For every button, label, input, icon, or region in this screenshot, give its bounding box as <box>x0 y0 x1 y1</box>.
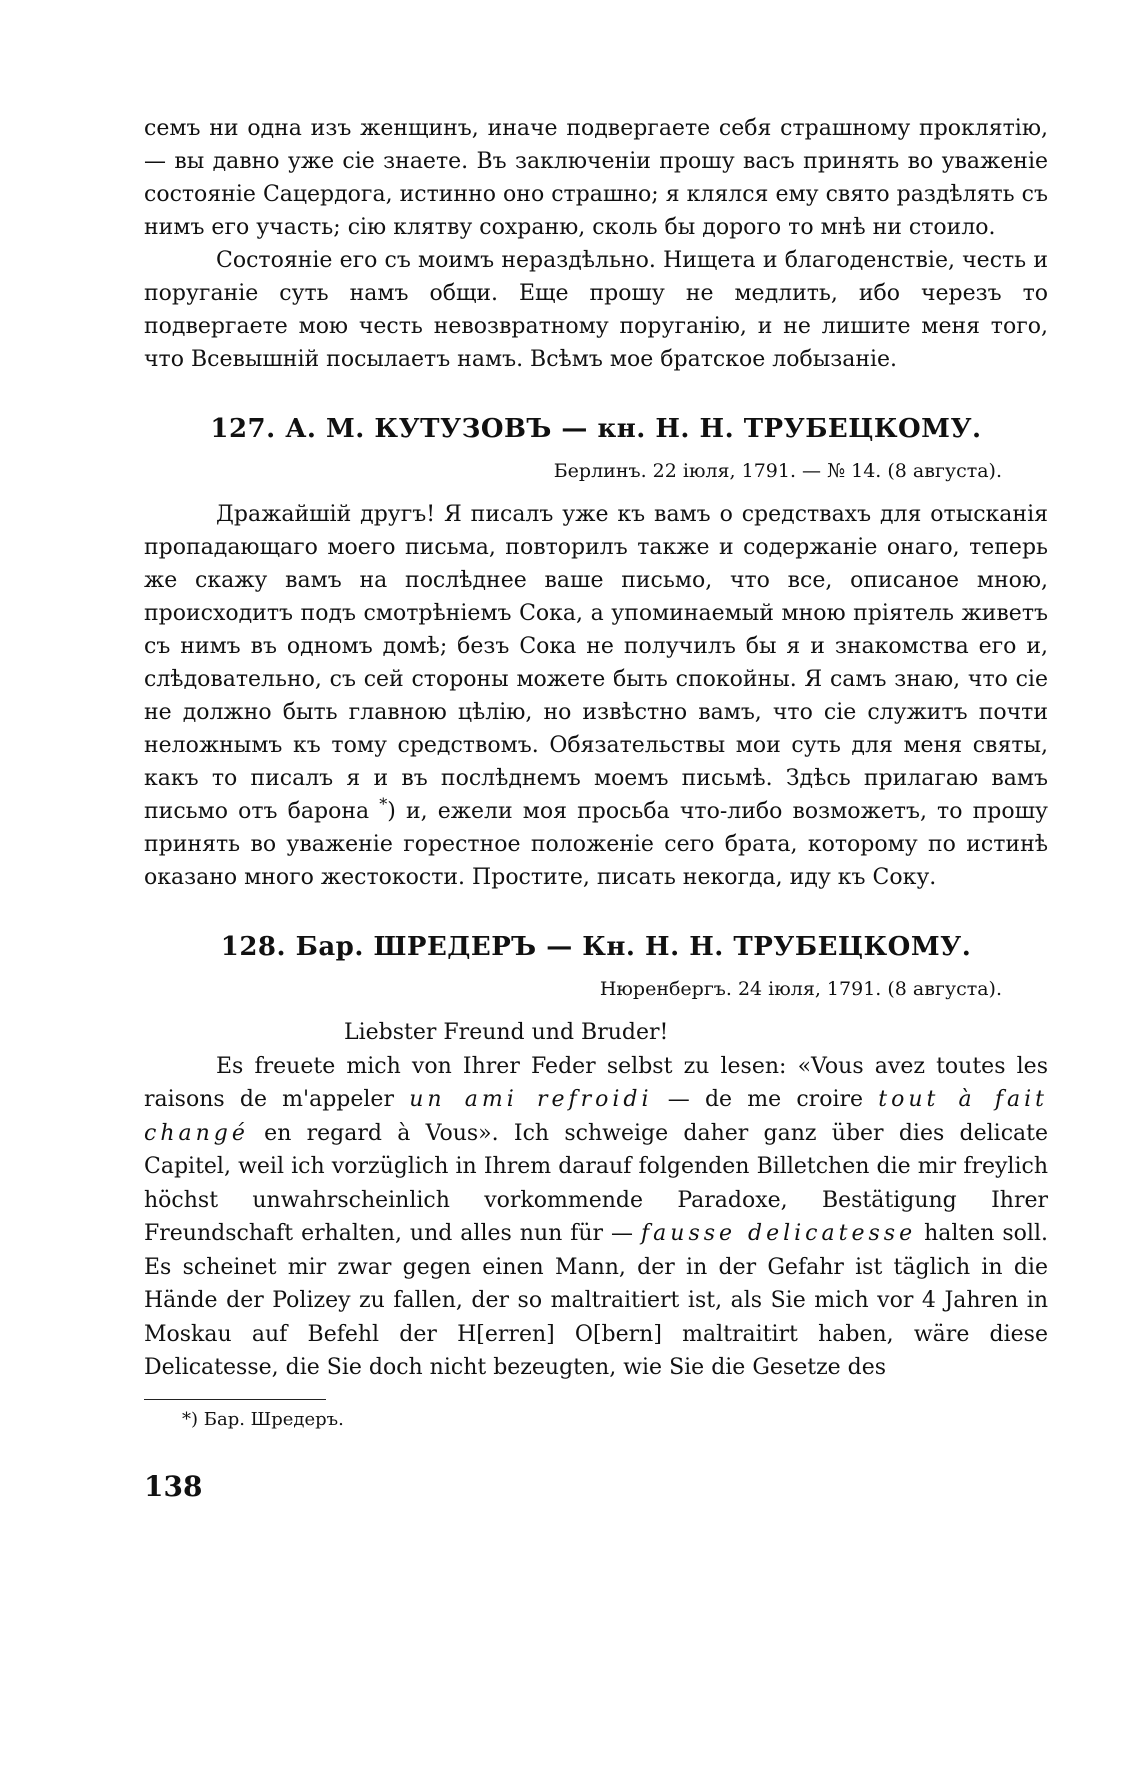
footnote: *) Бар. Шредеръ. <box>182 1408 344 1430</box>
page-number: 138 <box>144 1469 203 1503</box>
letter-127-body-part-2: ) и, ежели моя просьба что-либо возможетъ, то прошу принять во уваженіе горестное положеніе сего брата, которому по истинѣ оказано много жестокости. Простите, писать некогда, иду къ Соку. <box>144 799 1048 890</box>
letter-128-dateline: Нюренбергъ. 24 іюля, 1791. (8 августа). <box>599 978 1002 1000</box>
letter-128-salutation: Liebster Freund und Bruder! <box>344 1020 669 1045</box>
letter-128-body <box>144 1050 1048 1385</box>
continued-paragraph: семъ ни одна изъ женщинъ, иначе подвергаете себя страшному проклятію, — вы давно уже сіе знаете. Въ заключеніи прошу васъ принять во уваженіе состояніе Сацердога, истинно оно страшно; я клялся ему свято раздѣлять съ нимъ его участь; сію клятву сохраню, сколь бы дорого то мнѣ ни стоило. <box>144 116 1048 240</box>
closing-paragraph: Состояніе его съ моимъ нераздѣльно. Нищета и благоденствіе, честь и поруганіе суть намъ общи. Еще прошу не медлить, ибо черезъ то подвергаете мою честь невозвратному поруганію, и не лишите меня того, что Всевышній посылаетъ намъ. Всѣмъ мое братское лобызаніе. <box>144 248 1048 372</box>
letter-127-heading: 127. А. М. КУТУЗОВЪ — кн. Н. Н. ТРУБЕЦКОМУ. <box>210 414 982 444</box>
letter-128-spaced-phrase-2: tout à fait changé <box>144 1087 1049 1146</box>
footnote-divider <box>144 1399 326 1400</box>
letter-127-dateline: Берлинъ. 22 іюля, 1791. — № 14. (8 августа). <box>553 460 1002 482</box>
letter-128-body-part-2: — de me croire <box>667 1087 864 1112</box>
letter-127-body-part-1: Дражайшій другъ! Я писалъ уже къ вамъ о средствахъ для отысканія пропадающаго моего письма, повторилъ также и содержаніе онаго, теперь же скажу вамъ на послѣднее ваше письмо, что все, описаное мною, происходитъ подъ смотрѣніемъ Сока, а упоминаемый мною пріятель живетъ съ нимъ въ одномъ домѣ; безъ Сока не получилъ бы я и знакомства его и, слѣдовательно, съ сей стороны можете быть спокойны. Я самъ знаю, что сіе не должно быть главною цѣлію, но извѣстно вамъ, что сіе служитъ почти неложнымъ къ тому средствомъ. Обязательствы мои суть для меня святы, какъ то писалъ я и въ послѣднемъ моемъ письмѣ. Здѣсь прилагаю вамъ письмо отъ барона <box>144 502 1048 824</box>
letter-128-spaced-phrase-3: fausse delicatesse <box>641 1221 917 1246</box>
footnote-reference: * <box>379 794 388 814</box>
letter-128-spaced-phrase-1: un ami refroidi <box>409 1087 653 1112</box>
letter-128-heading: 128. Бар. ШРЕДЕРЪ — Кн. Н. Н. ТРУБЕЦКОМУ. <box>220 932 972 962</box>
letter-128 <box>144 930 1048 1385</box>
book-page <box>144 112 1048 1504</box>
letter-127-body <box>144 498 1048 894</box>
letter-127 <box>144 412 1048 894</box>
letter-128-body-part-1: Es freuete mich von Ihrer Feder selbst zu lesen: «Vous avez toutes les raisons de m'appeler <box>144 1053 1048 1112</box>
letter-128-body-part-4: halten soll. Es scheinet mir zwar gegen einen Mann, der in der Gefahr ist täglich in die Hände der Polizey zu fallen, der so maltraitiert ist, als Sie mich vor 4 Jahren in Moskau auf Befehl der H[erren] O[bern] maltraitirt haben, wäre diese Delicatesse, die Sie doch nicht bezeugten, wie Sie die Gesetze des <box>144 1221 1048 1380</box>
letter-128-body-part-3: en regard à Vous». Ich schweige daher ganz über dies delicate Capitel, weil ich vorzüglich in Ihrem darauf folgenden Billetchen die mir freylich höchst unwahrscheinlich vorkommende Paradoxe, Bestätigung Ihrer Freundschaft erhalten, und alles nun für — <box>144 1120 1048 1246</box>
